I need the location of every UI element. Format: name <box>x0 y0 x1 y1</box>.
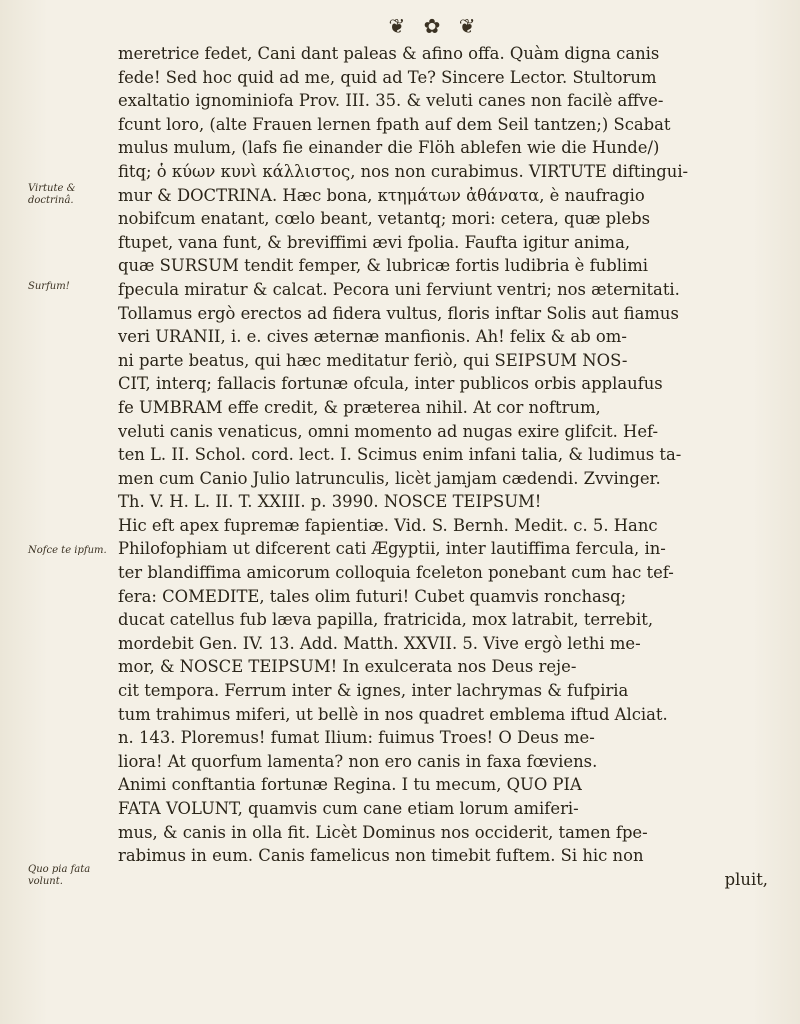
text-line: Philofophiam ut difcerent cati Ægyptii, inter lautiffima fercula, in- <box>118 539 666 559</box>
margin-note: Nofce te ipfum. <box>28 545 107 556</box>
text-line: Animi conftantia fortunæ Regina. I tu mecum, QUO PIA <box>118 775 582 795</box>
text-line: nobifcum enatant, cœlo beant, vetantq; mori: cetera, quæ plebs <box>118 209 650 229</box>
text-line: cit tempora. Ferrum inter & ignes, inter lachrymas & fufpiria <box>118 681 629 701</box>
text-line: Hic eft apex fupremæ fapientiæ. Vid. S. Bernh. Medit. c. 5. Hanc <box>118 515 658 535</box>
text-line: ducat catellus fub læva papilla, fratricida, mox latrabit, terrebit, <box>118 610 654 630</box>
text-line: quæ SURSUM tendit femper, & lubricæ fortis ludibria è fublimi <box>118 256 648 276</box>
text-line: mus, & canis in olla fit. Licèt Dominus nos occiderit, tamen fpe- <box>118 822 648 842</box>
text-line: mur & DOCTRINA. Hæc bona, κτημάτων ἀθάνατα, è naufragio <box>118 185 645 205</box>
text-line: men cum Canio Julio latrunculis, licèt jamjam cædendi. Zvvinger. <box>118 468 661 488</box>
text-line: veri URANII, i. e. cives æternæ manfionis. Ah! felix & ab om- <box>118 327 627 347</box>
body-text <box>118 42 768 891</box>
catchword: pluit, <box>724 869 768 889</box>
text-line: fede! Sed hoc quid ad me, quid ad Te? Sincere Lector. Stultorum <box>118 67 657 87</box>
text-line: rabimus in eum. Canis famelicus non timebit fuftem. Si hic non <box>118 846 644 866</box>
text-line: fera: COMEDITE, tales olim futuri! Cubet quamvis ronchasq; <box>118 586 627 606</box>
text-line: ftupet, vana funt, & breviffimi ævi fpolia. Faufta igitur anima, <box>118 232 631 252</box>
margin-note: Surfum! <box>28 281 70 292</box>
text-line: fpecula miratur & calcat. Pecora uni ferviunt ventri; nos æternitati. <box>118 279 680 299</box>
text-line: FATA VOLUNT, quamvis cum cane etiam lorum amiferi- <box>118 799 579 818</box>
text-line: veluti canis venaticus, omni momento ad nugas exire glifcit. Hef- <box>118 421 659 441</box>
text-line: meretrice fedet, Cani dant paleas & afino offa. Quàm digna canis <box>118 44 660 63</box>
text-line: fe UMBRAM effe credit, & præterea nihil. At cor noftrum, <box>118 397 601 417</box>
text-line: ter blandiffima amicorum colloquia fceleton ponebant cum hac tef- <box>118 563 674 583</box>
text-line: mulus mulum, (lafs fie einander die Flöh ablefen wie die Hunde/) <box>118 138 660 158</box>
text-line: liora! At quorfum lamenta? non ero canis in faxa fœviens. <box>118 751 598 771</box>
text-line: fitq; ὁ κύων κυνὶ κάλλιστος, nos non curabimus. VIRTUTE diftingui- <box>118 161 689 181</box>
text-line: tum trahimus miferi, ut bellè in nos quadret emblema iftud Alciat. <box>118 704 668 724</box>
text-line: mordebit Gen. IV. 13. Add. Matth. XXVII. 5. Vive ergò lethi me- <box>118 633 641 653</box>
text-line: Tollamus ergò erectos ad fidera vultus, floris inftar Solis aut fiamus <box>118 303 679 323</box>
text-line: n. 143. Ploremus! fumat Ilium: fuimus Troes! O Deus me- <box>118 728 595 748</box>
text-line: ten L. II. Schol. cord. lect. I. Scimus enim infani talia, & ludimus ta- <box>118 445 682 465</box>
margin-note: Virtute & doctrinâ. <box>28 183 76 206</box>
margin-note: Quo pia fata volunt. <box>28 864 91 887</box>
text-line: mor, & NOSCE TEIPSUM! In exulcerata nos Deus reje- <box>118 657 577 677</box>
text-line: fcunt loro, (alte Frauen lernen fpath auf dem Seil tantzen;) Scabat <box>118 114 671 134</box>
text-line: Th. V. H. L. II. T. XXIII. p. 3990. NOSCE TEIPSUM! <box>118 492 542 512</box>
text-line: exaltatio ignominiofa Prov. III. 35. & veluti canes non facilè affve- <box>118 91 664 111</box>
text-line: ni parte beatus, qui hæc meditatur feriò, qui SEIPSUM NOS- <box>118 350 628 370</box>
header-ornament: ❦ ✿ ❦ <box>388 14 482 38</box>
text-line: CIT, interq; fallacis fortunæ ofcula, inter publicos orbis applaufus <box>118 374 663 394</box>
